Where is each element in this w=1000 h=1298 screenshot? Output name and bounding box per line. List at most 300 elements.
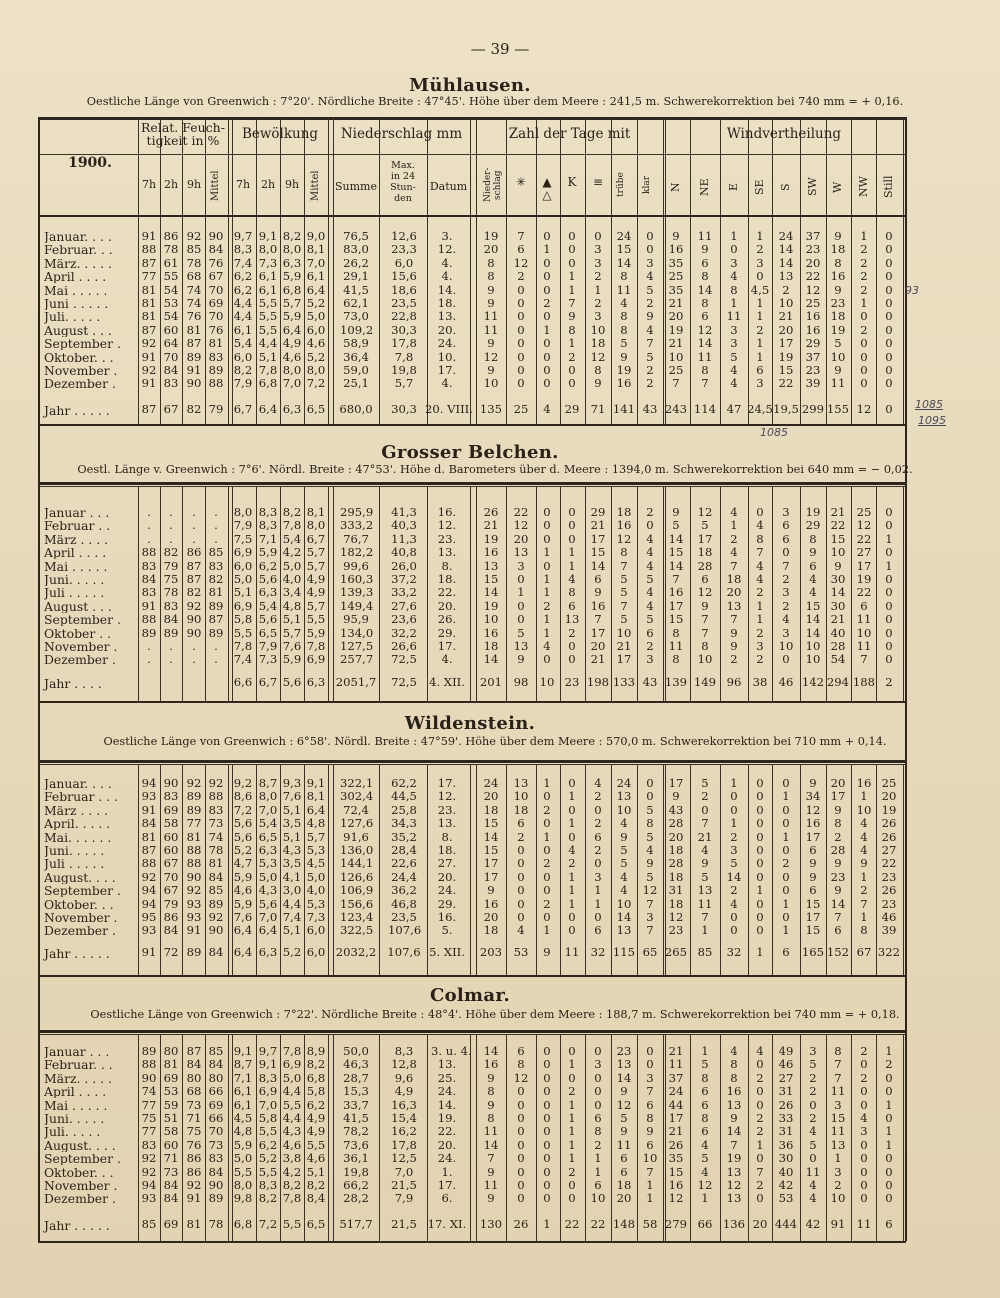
month-label: Dezember . — [44, 924, 116, 938]
table-cell: 23 — [805, 363, 821, 377]
table-cell: 4 — [646, 585, 654, 600]
month-label: November . — [44, 640, 118, 654]
table-cell: 9 — [730, 625, 738, 640]
jahr-cell: 5,2 — [282, 945, 302, 959]
table-cell: 3,5 — [282, 816, 302, 831]
jahr-cell: 10 — [539, 675, 555, 689]
jahr-cell: 53 — [513, 945, 529, 959]
jahr-cell: 91 — [141, 945, 157, 959]
table-cell: 12 — [513, 518, 529, 533]
table-cell: 15 — [830, 1111, 846, 1125]
table-cell: 0 — [885, 229, 893, 243]
table-cell: 13. — [437, 309, 457, 324]
table-cell: 0 — [517, 843, 525, 857]
table-cell: 0 — [885, 282, 893, 297]
table-cell: 3 — [646, 255, 654, 270]
table-cell: 14 — [483, 585, 499, 600]
table-cell: 13 — [616, 923, 632, 938]
table-cell: 93 — [186, 910, 202, 924]
month-label: Juni . . . . . — [44, 297, 109, 311]
table-cell: 5 — [620, 856, 628, 871]
table-cell: 17. — [437, 363, 457, 377]
table-cell: 1 — [568, 869, 576, 884]
header-tage-col: ≡ — [592, 175, 604, 189]
table-cell: 5,2 — [258, 1151, 278, 1166]
table-cell: 3 — [756, 376, 764, 391]
table-cell: 8,3 — [258, 505, 278, 519]
table-cell: 4 — [860, 816, 868, 831]
header-bewoelkung: Bewölkung — [241, 126, 319, 142]
jahr-cell: 6,3 — [258, 945, 278, 959]
month-label: Dezember . — [44, 377, 116, 391]
table-cell: 1 — [860, 229, 868, 243]
table-cell: 5 — [701, 1151, 709, 1166]
table-cell: 4,6 — [306, 336, 326, 351]
table-cell: 32,2 — [391, 625, 417, 640]
table-cell: 5,2 — [306, 349, 326, 364]
table-cell: 16 — [830, 269, 846, 284]
table-cell: 4 — [730, 269, 738, 284]
table-cell: 7,0 — [258, 1097, 278, 1112]
table-cell: 70 — [208, 282, 224, 297]
table-cell: 12 — [856, 518, 872, 533]
table-cell: 0 — [543, 1111, 551, 1125]
table-cell: 6,3 — [282, 255, 302, 270]
table-cell: 7 — [701, 910, 709, 924]
jahr-cell: 517,7 — [339, 1217, 373, 1231]
table-cell: 9 — [834, 282, 842, 297]
table-cell: 0 — [594, 1097, 602, 1112]
table-cell: 75 — [163, 572, 179, 586]
table-cell: 12 — [805, 802, 821, 817]
table-cell: 84 — [141, 572, 157, 586]
table-cell: 16 — [805, 309, 821, 324]
table-cell: 8,2 — [233, 363, 253, 377]
table-cell: 9,7 — [258, 1044, 278, 1058]
table-cell: 5,1 — [282, 923, 302, 938]
table-cell: 0 — [782, 869, 790, 884]
jahr-label: Jahr . . . . — [44, 676, 102, 691]
table-cell: 14 — [483, 652, 499, 667]
table-cell: 4 — [809, 1124, 817, 1139]
table-cell: 83 — [208, 1151, 224, 1166]
table-cell: 0 — [730, 242, 738, 257]
table-cell: 3,8 — [282, 1151, 302, 1166]
table-cell: 1 — [594, 1151, 602, 1166]
month-label: September . — [44, 337, 121, 351]
month-label: Juni. . . . . — [44, 1112, 105, 1126]
table-cell: 35,2 — [391, 829, 417, 844]
jahr-cell: 6,5 — [306, 402, 326, 416]
table-cell: 7,0 — [306, 255, 326, 270]
table-cell: 0 — [543, 1044, 551, 1058]
table-cell: 17,8 — [391, 336, 417, 351]
table-cell: 4,8 — [233, 1124, 253, 1139]
table-cell: 3. u. 4. — [431, 1044, 472, 1058]
table-cell: 90 — [186, 625, 202, 640]
table-cell: 9 — [646, 309, 654, 324]
table-cell: 82 — [186, 585, 202, 600]
table-cell: 6,9 — [282, 1057, 302, 1072]
table-cell: 1 — [543, 242, 551, 257]
table-cell: . — [169, 518, 173, 533]
table-cell: 9 — [620, 349, 628, 364]
table-cell: 9 — [487, 1097, 495, 1112]
table-cell: 0 — [517, 1084, 525, 1099]
table-cell: 7,4 — [233, 255, 253, 270]
table-cell: 18 — [668, 896, 684, 911]
table-cell: 2 — [860, 282, 868, 297]
table-cell: 4 — [730, 1044, 738, 1058]
table-cell: 7 — [517, 229, 525, 243]
table-cell: 1 — [885, 531, 893, 546]
table-cell: 5,5 — [258, 322, 278, 337]
table-cell: 22,8 — [391, 309, 417, 324]
table-cell: 23,3 — [391, 242, 417, 257]
table-cell: 10 — [830, 545, 846, 560]
table-cell: 4 — [701, 1137, 709, 1152]
table-cell: 18 — [513, 802, 529, 817]
month-label: November . — [44, 364, 118, 378]
table-cell: 15,3 — [343, 1084, 369, 1099]
table-cell: 6,4 — [233, 923, 253, 938]
table-cell: 1 — [568, 1097, 576, 1112]
table-cell: 4,5 — [750, 282, 770, 297]
table-cell: 2 — [756, 1111, 764, 1125]
table-cell: 6 — [782, 531, 790, 546]
table-cell: 3 — [756, 255, 764, 270]
table-cell: 7,3 — [258, 652, 278, 667]
table-cell: 11 — [726, 309, 742, 324]
jahr-cell: 6,7 — [258, 675, 278, 689]
table-cell: 5,1 — [282, 612, 302, 627]
table-cell: 0 — [543, 349, 551, 364]
table-cell: 54 — [163, 282, 179, 297]
table-cell: 4,3 — [282, 843, 302, 857]
table-cell: 5,5 — [306, 1137, 326, 1152]
month-label: Juli . . . . . — [44, 586, 105, 600]
table-cell: 2 — [543, 896, 551, 911]
table-cell: 7,0 — [258, 802, 278, 817]
table-cell: 5 — [646, 869, 654, 884]
table-cell: 17 — [697, 531, 713, 546]
table-cell: 0 — [568, 376, 576, 391]
table-cell: 19 — [805, 505, 821, 519]
table-cell: 2 — [834, 829, 842, 844]
table-cell: 8 — [646, 816, 654, 831]
table-cell: 0 — [809, 1097, 817, 1112]
table-cell: 18 — [668, 869, 684, 884]
table-cell: 6 — [701, 255, 709, 270]
table-cell: 1 — [543, 572, 551, 586]
table-cell: 6,9 — [233, 545, 253, 560]
table-cell: 0 — [782, 816, 790, 831]
table-cell: 93 — [186, 896, 202, 911]
table-cell: 91,6 — [343, 829, 369, 844]
jahr-cell: 201 — [479, 675, 503, 689]
table-cell: 4 — [730, 896, 738, 911]
jahr-cell: 22 — [564, 1217, 580, 1231]
table-cell: 15 — [805, 923, 821, 938]
table-cell: 0 — [730, 789, 738, 804]
table-cell: 0 — [885, 242, 893, 257]
table-cell: 1 — [885, 1097, 893, 1112]
jahr-cell: 43 — [642, 402, 658, 416]
table-cell: 10 — [483, 376, 499, 391]
table-cell: 17 — [805, 829, 821, 844]
jahr-cell: 81 — [186, 1217, 202, 1231]
table-cell: 91 — [141, 376, 157, 391]
table-cell: 21 — [668, 1124, 684, 1139]
header-wind-col: E — [727, 182, 740, 192]
table-cell: 12 — [697, 585, 713, 600]
table-cell: 8 — [672, 625, 680, 640]
table-cell: 81 — [208, 336, 224, 351]
header-tage-col: Nieder- schlag — [483, 167, 503, 203]
header-wind-col: NW — [857, 176, 870, 198]
table-cell: 84 — [208, 1164, 224, 1179]
jahr-cell: 17. XI. — [427, 1217, 467, 1231]
table-cell: 0 — [543, 1151, 551, 1166]
table-cell: 1 — [568, 883, 576, 898]
table-cell: 14 — [668, 531, 684, 546]
table-cell: 28 — [697, 558, 713, 573]
jahr-cell: 6,4 — [233, 945, 253, 959]
table-cell: 10 — [856, 802, 872, 817]
table-cell: 0 — [860, 1084, 868, 1099]
table-cell: 1 — [860, 789, 868, 804]
column-rule — [470, 486, 471, 701]
table-cell: 0 — [517, 1111, 525, 1125]
table-cell: 67 — [208, 269, 224, 284]
month-label: April. . . . . — [44, 817, 111, 831]
table-cell: . — [169, 505, 173, 519]
table-cell: 4,4 — [282, 896, 302, 911]
table-cell: 4 — [730, 363, 738, 377]
table-cell: 0 — [543, 1164, 551, 1179]
table-cell: 20 — [616, 1191, 632, 1206]
table-cell: . — [214, 505, 218, 519]
table-cell: 4 — [809, 585, 817, 600]
table-cell: 28 — [668, 816, 684, 831]
jahr-cell: 65 — [642, 945, 658, 959]
table-cell: 6 — [568, 598, 576, 613]
table-cell: 8,2 — [282, 1178, 302, 1192]
section-top-rule-inner — [38, 1034, 906, 1035]
table-cell: 6 — [620, 1151, 628, 1166]
table-cell: 88 — [208, 789, 224, 804]
table-cell: 4 — [646, 545, 654, 560]
table-cell: 0 — [885, 322, 893, 337]
table-cell: 24. — [437, 336, 457, 351]
table-cell: 5 — [646, 349, 654, 364]
table-cell: 5 — [646, 282, 654, 297]
table-cell: 7 — [646, 896, 654, 911]
table-cell: 0 — [568, 255, 576, 270]
table-cell: 35 — [668, 1151, 684, 1166]
table-cell: 6,1 — [233, 1084, 253, 1099]
table-cell: 11 — [805, 1164, 821, 1179]
table-cell: 0 — [594, 910, 602, 924]
table-cell: 8 — [701, 296, 709, 310]
table-cell: 4,3 — [258, 883, 278, 898]
table-cell: 7 — [620, 598, 628, 613]
table-cell: 16 — [856, 776, 872, 790]
table-cell: 28 — [830, 843, 846, 857]
table-cell: 0 — [860, 376, 868, 391]
table-cell: 5,9 — [233, 869, 253, 884]
table-cell: 15,6 — [391, 269, 417, 284]
table-cell: 21 — [483, 518, 499, 533]
table-cell: 82 — [208, 572, 224, 586]
table-cell: 7,9 — [394, 1191, 414, 1206]
table-cell: 6 — [860, 598, 868, 613]
table-cell: 14 — [830, 896, 846, 911]
table-cell: 19 — [726, 1151, 742, 1166]
table-cell: 4,9 — [394, 1084, 414, 1099]
table-cell: 29 — [805, 518, 821, 533]
table-cell: 4 — [809, 1191, 817, 1206]
table-cell: 2 — [646, 363, 654, 377]
table-cell: 9 — [594, 585, 602, 600]
table-cell: 10 — [805, 652, 821, 667]
table-cell: 1 — [885, 1137, 893, 1152]
table-cell: 5,8 — [233, 612, 253, 627]
jahr-cell: 82 — [186, 402, 202, 416]
table-cell: 4 — [543, 639, 551, 653]
table-cell: 67 — [163, 883, 179, 898]
jahr-cell: 72 — [163, 945, 179, 959]
table-cell: 3 — [646, 910, 654, 924]
table-cell: 4,7 — [233, 856, 253, 871]
table-cell: 39 — [805, 376, 821, 391]
table-cell: 64 — [163, 336, 179, 351]
table-cell: 3 — [517, 558, 525, 573]
jahr-cell: 4. XII. — [429, 675, 465, 689]
table-cell: 92 — [141, 869, 157, 884]
table-cell: 33,2 — [391, 585, 417, 600]
table-cell: 9 — [672, 505, 680, 519]
table-cell: 6,8 — [282, 282, 302, 297]
table-cell: 8,3 — [258, 518, 278, 533]
table-cell: 0 — [543, 376, 551, 391]
table-cell: 4. — [441, 652, 453, 667]
table-cell: 3,5 — [282, 856, 302, 871]
table-cell: 28,7 — [343, 1070, 369, 1085]
jahr-cell: 91 — [830, 1217, 846, 1231]
jahr-cell: 203 — [479, 945, 503, 959]
month-label: September . — [44, 884, 121, 898]
table-cell: 5,5 — [258, 1124, 278, 1139]
table-cell: 9,1 — [258, 229, 278, 243]
table-cell: 6 — [646, 625, 654, 640]
table-cell: 1 — [568, 558, 576, 573]
table-cell: 12 — [642, 883, 658, 898]
table-cell: 8 — [620, 269, 628, 284]
table-cell: 26. — [437, 612, 457, 627]
table-cell: 9 — [860, 856, 868, 871]
table-cell: 69 — [163, 1070, 179, 1085]
table-cell: 13. — [437, 1057, 457, 1072]
table-cell: 5,7 — [306, 545, 326, 560]
jahr-cell: 322 — [877, 945, 901, 959]
table-cell: 5 — [701, 518, 709, 533]
table-cell: 89 — [141, 625, 157, 640]
table-cell: 0 — [860, 363, 868, 377]
table-cell: 0 — [517, 1097, 525, 1112]
table-cell: 7 — [756, 1164, 764, 1179]
jahr-cell: 114 — [693, 402, 717, 416]
table-cell: 18 — [616, 1178, 632, 1192]
table-cell: 5 — [701, 776, 709, 790]
section-subtitle: Oestl. Länge v. Greenwich : 7°6'. Nördl. Breite : 47°53'. Höhe d. Barometers über d. Meere : 1394,0 m. Schwerekorrektion bei 640 mm = − 0,02. — [77, 463, 913, 476]
table-cell: 34 — [805, 789, 821, 804]
table-cell: 7 — [701, 612, 709, 627]
table-cell: 24. — [437, 1151, 457, 1166]
table-cell: 5 — [620, 336, 628, 351]
table-cell: 41,5 — [343, 1111, 369, 1125]
table-cell: 5,4 — [282, 531, 302, 546]
table-cell: 4,6 — [233, 883, 253, 898]
section-top-rule — [38, 482, 906, 485]
table-cell: 86 — [186, 545, 202, 560]
table-cell: 9 — [730, 1111, 738, 1125]
table-cell: 5,7 — [306, 829, 326, 844]
table-cell: 5,3 — [258, 856, 278, 871]
table-cell: 295,9 — [340, 505, 374, 519]
table-cell: 6 — [517, 816, 525, 831]
table-cell: 0 — [543, 229, 551, 243]
header-year: 1900. — [68, 155, 112, 171]
table-cell: 12,8 — [391, 1057, 417, 1072]
table-cell: 18 — [697, 545, 713, 560]
table-cell: 182,2 — [340, 545, 374, 560]
table-cell: 14 — [726, 1124, 742, 1139]
table-cell: 81 — [186, 322, 202, 337]
table-cell: 30,3 — [391, 322, 417, 337]
table-cell: 88 — [186, 856, 202, 871]
table-cell: 4 — [730, 545, 738, 560]
table-cell: 0 — [517, 856, 525, 871]
table-cell: 4 — [730, 376, 738, 391]
table-cell: 0 — [756, 1191, 764, 1206]
table-cell: 0 — [543, 1084, 551, 1099]
table-cell: 2 — [834, 1178, 842, 1192]
table-cell: 2 — [646, 639, 654, 653]
table-cell: 6,2 — [233, 282, 253, 297]
table-cell: 74 — [186, 282, 202, 297]
table-cell: 0 — [730, 910, 738, 924]
table-cell: 17 — [778, 336, 794, 351]
table-cell: 16 — [805, 322, 821, 337]
table-cell: 9 — [620, 1124, 628, 1139]
table-cell: 5,5 — [258, 309, 278, 324]
table-cell: 22 — [513, 505, 529, 519]
table-cell: 0 — [517, 869, 525, 884]
table-cell: 6,9 — [306, 652, 326, 667]
jahr-cell: 6,3 — [306, 675, 326, 689]
table-cell: 4 — [646, 322, 654, 337]
table-cell: . — [169, 652, 173, 667]
table-cell: 14 — [830, 585, 846, 600]
table-cell: 0 — [756, 1084, 764, 1099]
table-cell: 7,2 — [233, 802, 253, 817]
table-cell: 15 — [830, 531, 846, 546]
table-cell: 29 — [805, 336, 821, 351]
table-cell: 16 — [616, 376, 632, 391]
table-cell: 41,5 — [343, 282, 369, 297]
table-cell: 0 — [782, 802, 790, 817]
